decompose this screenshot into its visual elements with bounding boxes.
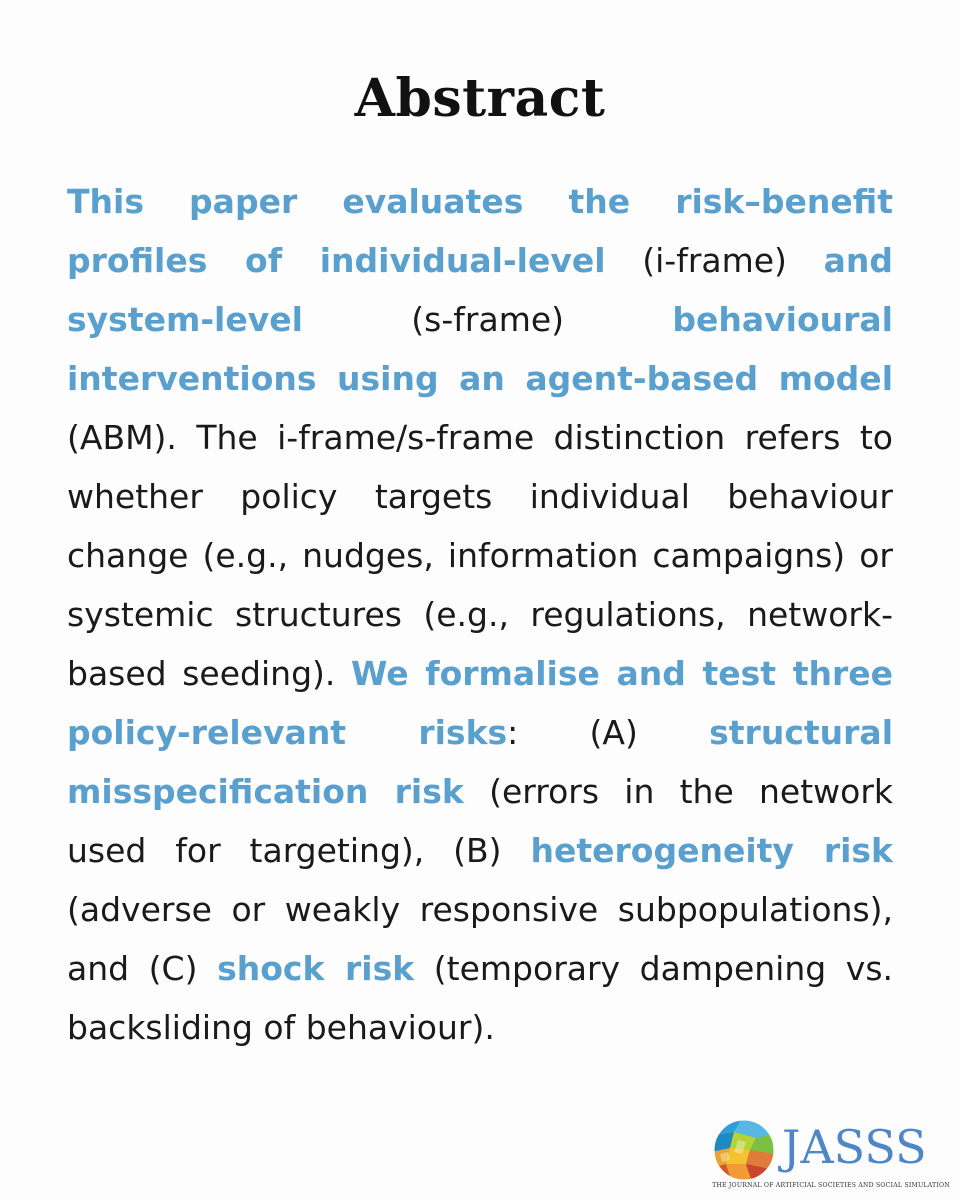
abstract-plain: (errors in the network used for targeting), (B) — [67, 772, 894, 870]
abstract-plain: (s-frame) — [302, 300, 673, 339]
abstract-plain: (i-frame) — [605, 241, 824, 280]
abstract-highlight: structural misspecification risk — [67, 713, 894, 811]
page-title: Abstract — [354, 68, 606, 129]
abstract-highlight: behavioural interventions using an agent-based model — [67, 300, 893, 398]
abstract-highlight: shock risk — [217, 949, 415, 988]
abstract-plain: (ABM). The i-frame/s-frame distinction refers to whether policy targets individual behaviour change (e.g., nudges, information campaigns) or systemic structures (e.g., regulations, network-based seeding). — [67, 418, 893, 693]
jasss-wordmark: JASSS — [782, 1120, 927, 1174]
abstract-plain: (temporary dampening vs. backsliding of behaviour). — [67, 949, 894, 1047]
abstract-highlight: and system-level — [67, 241, 893, 339]
abstract-plain: (adverse or weakly responsive subpopulations), and (C) — [67, 890, 893, 988]
abstract-plain: : (A) — [507, 713, 710, 752]
jasss-tagline: THE JOURNAL OF ARTIFICIAL SOCIETIES AND SOCIAL SIMULATION — [712, 1182, 950, 1189]
jasss-logo — [712, 1118, 950, 1192]
abstract-text — [67, 172, 893, 1057]
jasss-mosaic-logo-icon — [712, 1118, 776, 1182]
abstract-highlight: This paper evaluates the risk–benefit profiles of individual-level — [67, 182, 893, 280]
abstract-highlight: heterogeneity risk — [530, 831, 893, 870]
abstract-highlight: We formalise and test three policy-relevant risks — [67, 654, 893, 752]
